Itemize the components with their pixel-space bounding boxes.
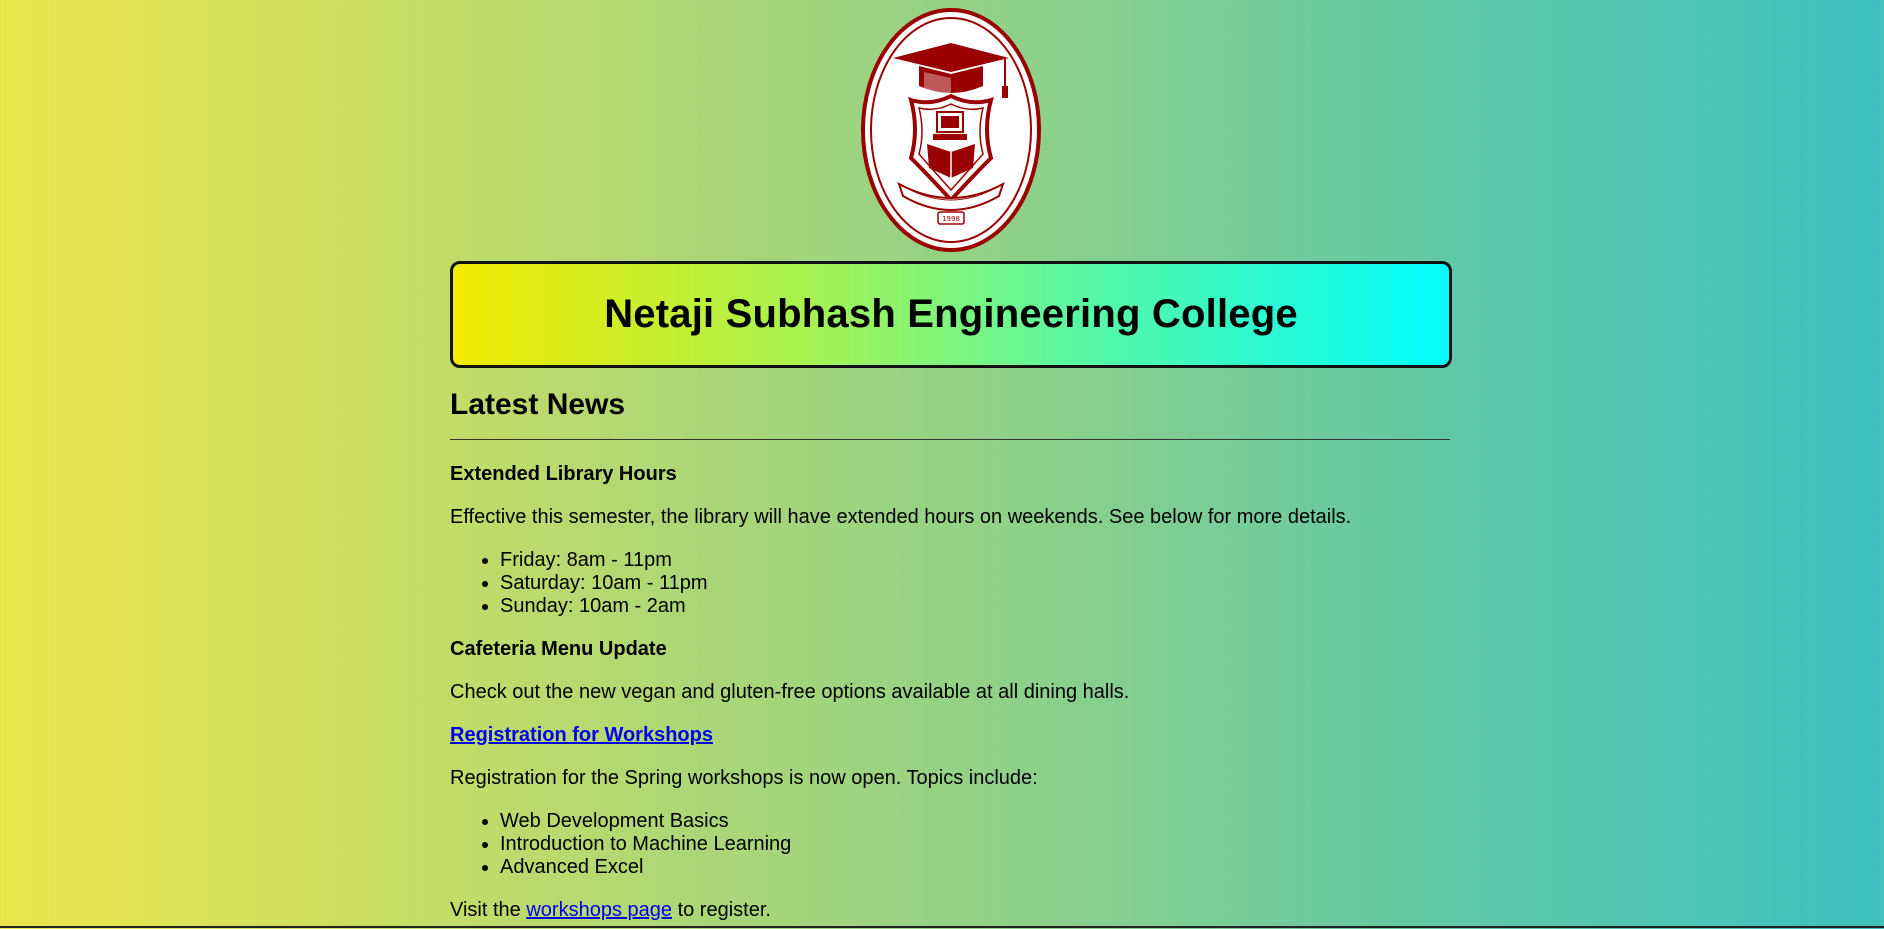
visit-prefix: Visit the xyxy=(450,899,521,921)
list-item: • Advanced Excel xyxy=(500,856,1450,879)
list-item: • Introduction to Machine Learning xyxy=(500,833,1450,856)
cafeteria-news-text: Check out the new vegan and gluten-free options available at all dining halls. xyxy=(450,681,1130,703)
workshops-visit-text xyxy=(450,899,1450,922)
workshop-topics-list xyxy=(450,810,1450,879)
workshops-news-title xyxy=(450,724,1450,747)
college-crest-icon xyxy=(861,8,1041,252)
svg-text:1998: 1998 xyxy=(942,215,960,223)
college-logo xyxy=(861,8,1041,252)
library-news-title: Extended Library Hours xyxy=(450,463,677,485)
latest-news-heading: Latest News xyxy=(450,388,626,421)
list-item: • Web Development Basics xyxy=(500,810,1450,833)
list-item: • Saturday: 10am - 11pm xyxy=(500,572,1450,595)
list-item: • Friday: 8am - 11pm xyxy=(500,549,1450,572)
visit-suffix: to register. xyxy=(677,899,771,921)
library-news-text: Effective this semester, the library will have extended hours on weekends. See below for more details. xyxy=(450,506,1352,528)
viewport-bottom-border xyxy=(0,926,1884,928)
list-item: • Sunday: 10am - 2am xyxy=(500,595,1450,618)
college-header-banner xyxy=(450,261,1452,368)
heading-divider xyxy=(450,439,1450,440)
news-content xyxy=(450,463,1450,929)
workshops-registration-link[interactable]: Registration for Workshops xyxy=(450,724,713,746)
workshops-news-text: Registration for the Spring workshops is now open. Topics include: xyxy=(450,767,1038,789)
cafeteria-news-title: Cafeteria Menu Update xyxy=(450,638,667,660)
workshops-page-link[interactable]: workshops page xyxy=(526,899,672,921)
library-hours-list xyxy=(450,549,1450,618)
college-name: Netaji Subhash Engineering College xyxy=(604,292,1298,336)
